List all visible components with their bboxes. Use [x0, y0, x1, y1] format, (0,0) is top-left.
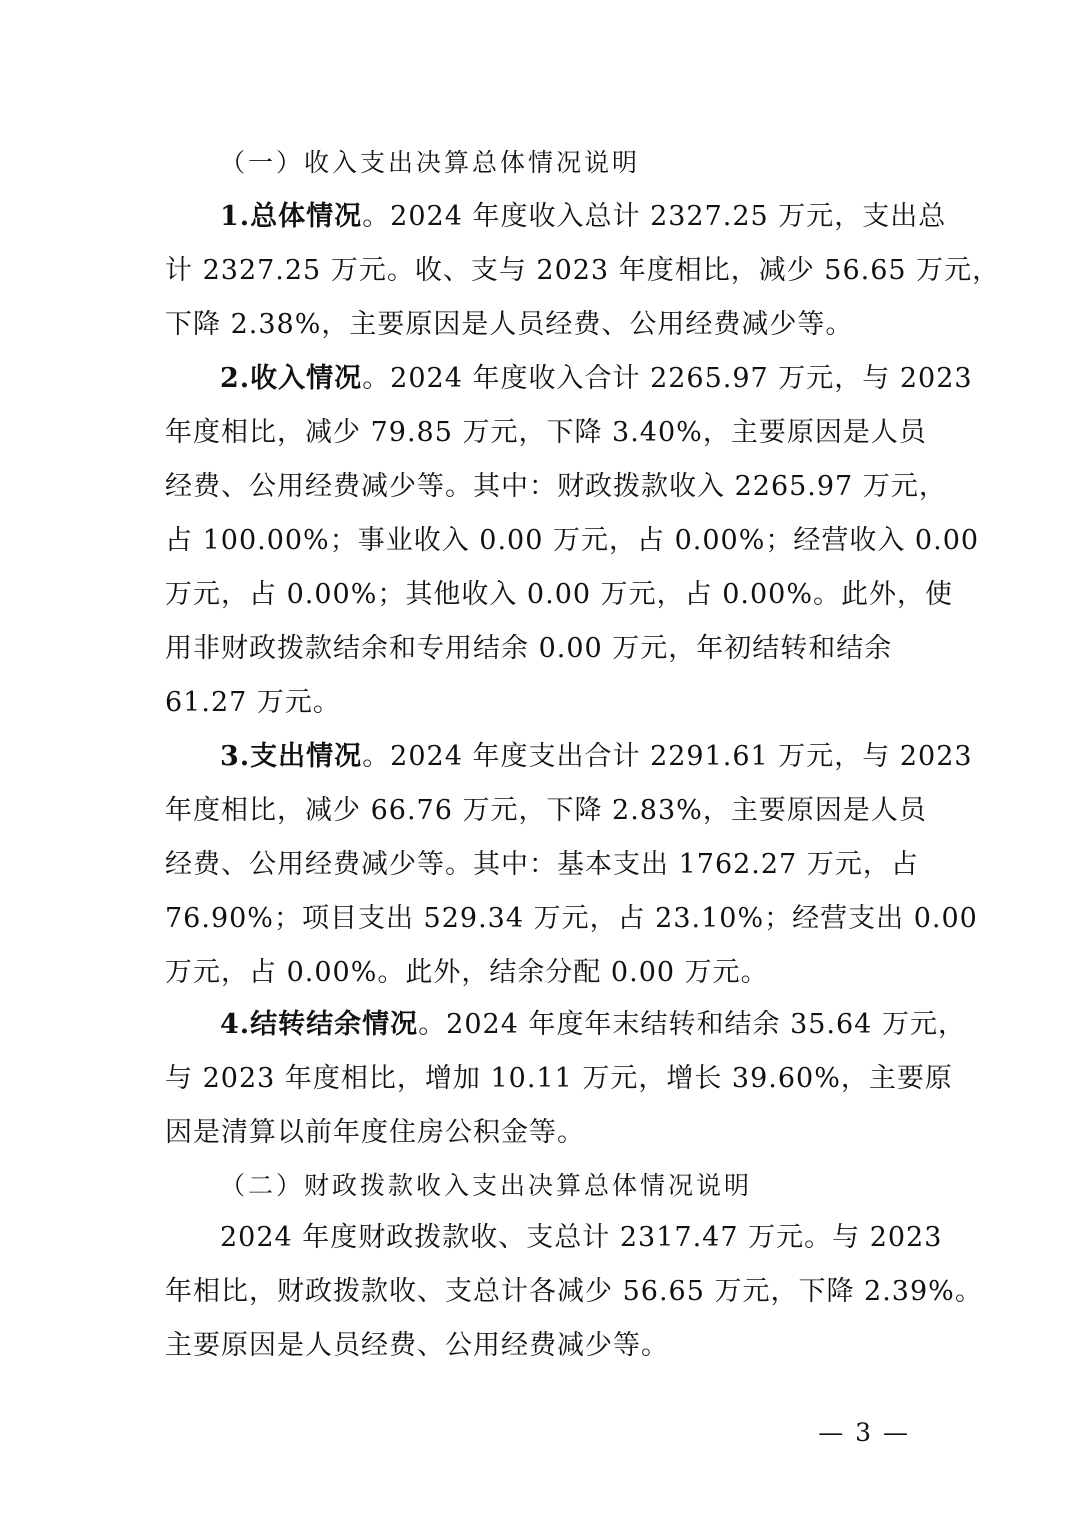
paragraph-line: 61.27 万元。 — [165, 687, 341, 718]
paragraph-line: 因是清算以前年度住房公积金等。 — [165, 1117, 585, 1148]
paragraph-expenditure-line — [220, 730, 973, 784]
page-number: — 3 — — [818, 1418, 910, 1447]
section-heading-income-expenditure: （一）收入支出决算总体情况说明 — [220, 148, 641, 177]
paragraph-text: 。2024 年度支出合计 2291.61 万元，与 2023 — [362, 741, 973, 772]
paragraph-line: 万元，占 0.00%。此外，结余分配 0.00 万元。 — [165, 957, 769, 988]
paragraph-line: 与 2023 年度相比，增加 10.11 万元，增长 39.60%，主要原 — [165, 1063, 953, 1094]
paragraph-title-carryover: 4.结转结余情况 — [220, 1009, 419, 1040]
paragraph-line: 经费、公用经费减少等。其中：基本支出 1762.27 万元，占 — [165, 849, 919, 880]
paragraph-line: 2024 年度财政拨款收、支总计 2317.47 万元。与 2023 — [220, 1222, 943, 1253]
paragraph-line: 计 2327.25 万元。收、支与 2023 年度相比，减少 56.65 万元， — [165, 255, 1001, 286]
paragraph-overall-line — [220, 190, 947, 244]
paragraph-line: 占 100.00%；事业收入 0.00 万元，占 0.00%；经营收入 0.00 — [165, 525, 980, 556]
paragraph-carryover-line — [220, 998, 966, 1052]
paragraph-line: 年相比，财政拨款收、支总计各减少 56.65 万元，下降 2.39%。 — [165, 1276, 983, 1307]
paragraph-text: 。2024 年度年末结转和结余 35.64 万元， — [418, 1009, 966, 1040]
paragraph-line: 主要原因是人员经费、公用经费减少等。 — [165, 1330, 669, 1361]
paragraph-line: 万元，占 0.00%；其他收入 0.00 万元，占 0.00%。此外，使 — [165, 579, 953, 610]
paragraph-line: 年度相比，减少 66.76 万元，下降 2.83%，主要原因是人员 — [165, 795, 927, 826]
paragraph-line: 经费、公用经费减少等。其中：财政拨款收入 2265.97 万元， — [165, 471, 947, 502]
section-heading-fiscal-appropriation: （二）财政拨款收入支出决算总体情况说明 — [220, 1171, 753, 1200]
paragraph-title-income: 2.收入情况 — [220, 363, 363, 394]
paragraph-line: 76.90%；项目支出 529.34 万元，占 23.10%；经营支出 0.00 — [165, 903, 978, 934]
paragraph-title-overall: 1.总体情况 — [220, 201, 363, 232]
paragraph-text: 。2024 年度收入总计 2327.25 万元，支出总 — [362, 201, 947, 232]
paragraph-text: 。2024 年度收入合计 2265.97 万元，与 2023 — [362, 363, 973, 394]
paragraph-title-expenditure: 3.支出情况 — [220, 741, 363, 772]
paragraph-line: 年度相比，减少 79.85 万元，下降 3.40%，主要原因是人员 — [165, 417, 927, 448]
paragraph-line: 用非财政拨款结余和专用结余 0.00 万元，年初结转和结余 — [165, 633, 893, 664]
paragraph-line: 下降 2.38%，主要原因是人员经费、公用经费减少等。 — [165, 309, 854, 340]
paragraph-income-line — [220, 352, 973, 406]
